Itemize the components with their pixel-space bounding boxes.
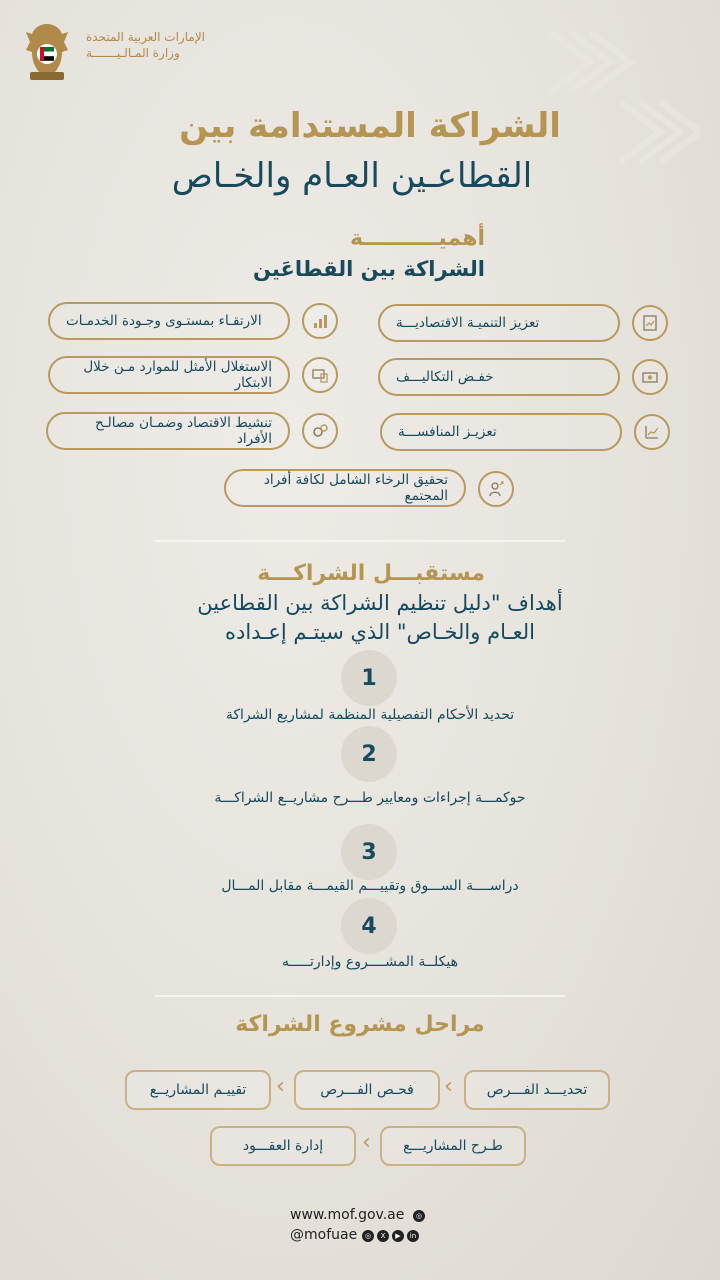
- uae-emblem-icon: [22, 20, 72, 82]
- chevron-left-icon: ‹: [444, 1074, 453, 1099]
- stage-item: إدارة العقـــود: [210, 1126, 356, 1166]
- stage-item: تقييـم المشاريــع: [125, 1070, 271, 1110]
- x-icon[interactable]: X: [377, 1230, 389, 1242]
- step-number: 2: [341, 726, 397, 782]
- stages-heading: مراحل مشروع الشراكة: [235, 1012, 485, 1037]
- step-text: حوكمـــة إجراءات ومعايير طـــرح مشاريــع الشراكـــة: [214, 790, 526, 806]
- future-heading: مستقبـــل الشراكـــة: [257, 561, 485, 586]
- step-number: 3: [341, 824, 397, 880]
- document-chart-icon: [632, 305, 668, 341]
- step-number: 1: [341, 650, 397, 706]
- main-title: الشراكة المستدامة بين: [179, 106, 561, 146]
- section-divider: [155, 540, 565, 542]
- importance-item: خفـض التكاليـــف: [378, 358, 620, 396]
- bar-chart-icon: [302, 303, 338, 339]
- chevron-left-icon: ‹: [276, 1074, 285, 1099]
- person-growth-icon: [478, 471, 514, 507]
- importance-item: تحقيق الرخاء الشامل لكافة أفراد المجتمع: [224, 469, 466, 507]
- importance-item: الاستغلال الأمثل للموارد مـن خلال الابتكار: [48, 356, 290, 394]
- importance-item: تنشيط الاقتصاد وضمـان مصالـح الأفراد: [46, 412, 290, 450]
- gov-name: الإمارات العربية المتحدة: [86, 30, 205, 44]
- linkedin-icon[interactable]: in: [407, 1230, 419, 1242]
- importance-item: تعزيز التنميـة الاقتصاديـــة: [378, 304, 620, 342]
- importance-subheading: الشراكة بين القطاعَين: [253, 257, 485, 281]
- gears-icon: [302, 413, 338, 449]
- ministry-name: وزارة المـالـيـــــــة: [86, 46, 180, 60]
- importance-heading: أهميــــــــــة: [349, 226, 485, 251]
- step-number: 4: [341, 898, 397, 954]
- importance-item: الارتقـاء بمستـوى وجـودة الخدمـات: [48, 302, 290, 340]
- step-text: تحديد الأحكام التفصيلية المنظمة لمشاريع الشراكة: [225, 707, 515, 723]
- globe-icon: ◎: [413, 1210, 425, 1222]
- importance-item: تعزيـز المنافســـة: [380, 413, 622, 451]
- stage-item: فحـص الفـــرص: [294, 1070, 440, 1110]
- youtube-icon[interactable]: ▶: [392, 1230, 404, 1242]
- growth-chart-icon: [634, 414, 670, 450]
- step-text: هيكلــة المشــــروع وإدارتـــــه: [281, 954, 458, 970]
- section-divider: [155, 995, 565, 997]
- social-handle[interactable]: @mofuae: [290, 1227, 358, 1243]
- website-link[interactable]: www.mof.gov.ae: [290, 1207, 405, 1223]
- future-subheading-2: العـام والخـاص" الذي سيتـم إعـداده: [225, 620, 535, 644]
- main-subtitle: القطاعـين العـام والخـاص: [171, 156, 533, 196]
- instagram-icon[interactable]: ◎: [362, 1230, 374, 1242]
- step-text: دراســــة الســـوق وتقييـــم القيمـــة مقابل المـــال: [221, 878, 519, 894]
- chevron-left-icon: ‹: [362, 1130, 371, 1155]
- future-subheading-1: أهداف "دليل تنظيم الشراكة بين القطاعين: [197, 591, 563, 615]
- stage-item: تحديـــد الفـــرص: [464, 1070, 610, 1110]
- money-icon: [632, 359, 668, 395]
- device-icon: [302, 357, 338, 393]
- stage-item: طـرح المشاريـــع: [380, 1126, 526, 1166]
